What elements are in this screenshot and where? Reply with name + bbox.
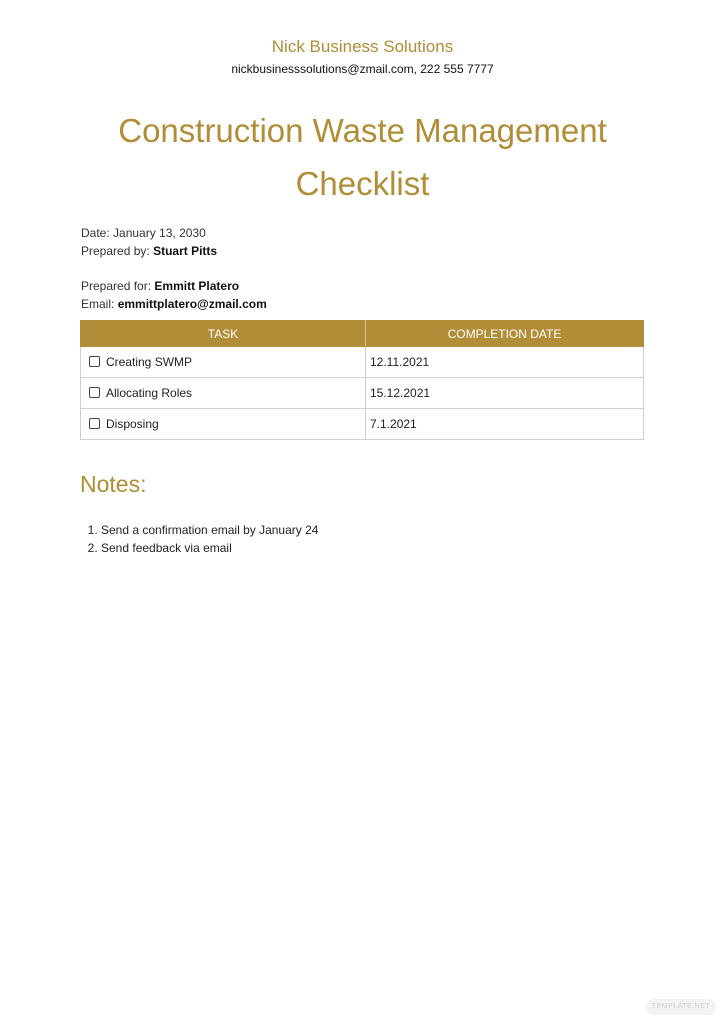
table-row [81,347,644,378]
task-cell [81,409,366,440]
completion-date-cell: 15.12.2021 [366,378,644,409]
table-row [81,409,644,440]
column-header-completion-date: COMPLETION DATE [366,321,644,347]
meta-email-value: emmittplatero@zmail.com [117,297,267,311]
task-label: Allocating Roles [106,386,193,400]
meta-date-value: January 13, 2030 [113,226,206,240]
list-item: 1. Send a confirmation email by January 24 [101,521,318,539]
completion-date-cell: 7.1.2021 [366,409,644,440]
checkbox[interactable] [89,418,100,429]
completion-date-cell: 12.11.2021 [366,347,644,378]
document-title: Construction Waste Management Checklist [118,112,607,202]
table-header-row [81,321,644,347]
meta-email-label: Email: [81,297,115,311]
task-label: Creating SWMP [106,355,193,369]
table-row [81,378,644,409]
meta-prepared-for [81,279,239,293]
meta-prepared-by-value: Stuart Pitts [153,244,218,258]
meta-date [81,226,206,240]
company-contact: nickbusinesssolutions@zmail.com, 222 555 7777 [231,62,494,76]
task-cell [81,347,366,378]
meta-email [81,297,267,311]
task-cell [81,378,366,409]
company-name: Nick Business Solutions [271,37,454,56]
notes-list [0,521,318,557]
task-table [80,320,644,440]
meta-date-label: Date: [81,226,110,240]
meta-prepared-for-label: Prepared for: [81,279,152,293]
checkbox[interactable] [89,356,100,367]
watermark-logo: TEMPLATE.NET [646,999,716,1015]
column-header-task: TASK [81,321,366,347]
meta-prepared-by [81,244,217,258]
checkbox[interactable] [89,387,100,398]
meta-prepared-by-label: Prepared by: [81,244,150,258]
list-item: 2. Send feedback via email [101,539,318,557]
meta-prepared-for-value: Emmitt Platero [154,279,240,293]
task-label: Disposing [106,417,159,431]
notes-heading: Notes: [80,471,147,497]
